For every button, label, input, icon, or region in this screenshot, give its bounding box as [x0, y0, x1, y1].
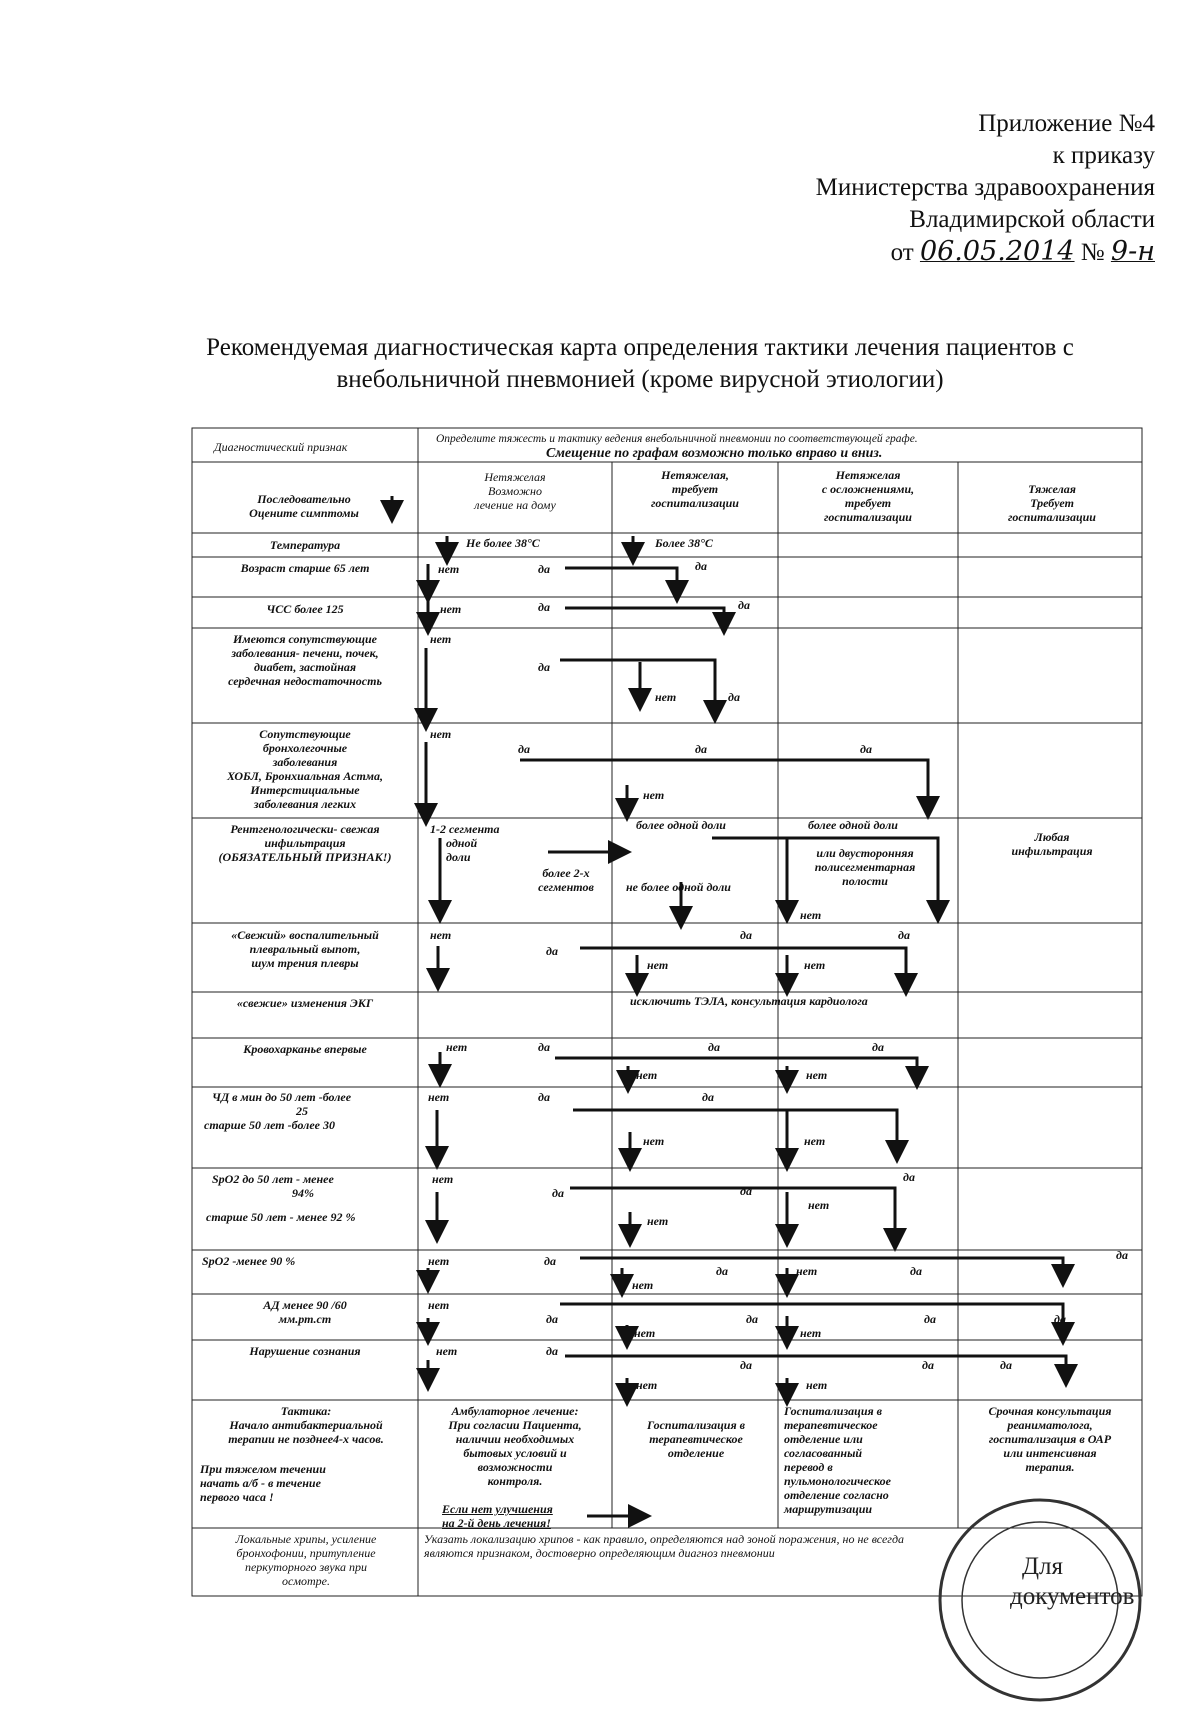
- ecg-note: исключить ТЭЛА, консультация кардиолога: [630, 994, 868, 1008]
- row-comorbidities: Имеются сопутствующие заболевания- печени, почек, диабет, застойная сердечная недостаточность: [228, 632, 382, 688]
- header-diagnostic-sign: Диагностический признак: [214, 440, 348, 454]
- document-title: Рекомендуемая диагностическая карта определения тактики лечения пациентов с внебольничной пневмонией (кроме вирусной этиологии): [206, 334, 1074, 393]
- row-ecg: «свежие» изменения ЭКГ: [236, 996, 374, 1010]
- row-blood-pressure: АД менее 90 /60 мм.рт.ст: [263, 1298, 347, 1326]
- col-header-4: Тяжелая Требует госпитализации: [1008, 482, 1096, 524]
- tactics-therapy-ward: Госпитализация в терапевтическое отделение: [646, 1418, 746, 1460]
- seq-label: Последовательно Оцените симптомы: [249, 492, 359, 520]
- tactics-outpatient: Амбулаторное лечение: При согласии Пациента, наличии необходимых бытовых условий и возможности контроля.: [448, 1404, 582, 1488]
- row-consciousness: Нарушение сознания: [249, 1344, 361, 1358]
- seal-text: Для документов: [1010, 1553, 1135, 1610]
- col-header-3: Нетяжелая с осложнениями, требует госпитализации: [821, 468, 915, 524]
- order-date-line: от 06.05.2014 № 9-н: [890, 236, 1155, 267]
- order-number: 9-н: [1110, 236, 1155, 267]
- tactics-icu: Срочная консультация реаниматолога, госпитализация в ОАР или интенсивная терапия.: [988, 1404, 1112, 1474]
- row-spo2-age: SpO2 до 50 лет - менее 94% старше 50 лет - менее 92 %: [206, 1172, 356, 1224]
- row-spo2-90: SpO2 -менее 90 %: [202, 1254, 296, 1268]
- row-temperature: Температура: [269, 538, 341, 552]
- tactics-pulmonology: Госпитализация в терапевтическое отделение или согласованный перевод в пульмонологическое отделение согласно маршрутизации: [784, 1404, 891, 1516]
- col-header-1: Нетяжелая Возможно лечение на дому: [474, 470, 556, 512]
- temp-col1: Не более 38°С: [466, 536, 540, 550]
- tactics-severe: При тяжелом течении начать а/б - в течение первого часа !: [200, 1462, 326, 1504]
- footer-rales-note: Указать локализацию хрипов - как правило, определяются над зоной поражения, но не всегда являются признаком, достоверно определяющим диагноз пневмонии: [424, 1532, 905, 1560]
- tactics-label: Тактика: Начало антибактериальной терапии не позднее4-х часов.: [228, 1404, 384, 1446]
- header-instruction-shift: Смещение по графам возможно только вправо и вниз.: [546, 446, 883, 461]
- row-pleural-effusion: «Свежий» воспалительный плевральный выпот, шум трения плевры: [231, 928, 379, 970]
- footer-rales-label: Локальные хрипы, усиление бронхофонии, притупление перкуторного звука при осмотре.: [235, 1532, 377, 1588]
- header-instruction: Определите тяжесть и тактику ведения внебольничной пневмонии по соответствующей графе.: [436, 433, 918, 445]
- col-header-2: Нетяжелая, требует госпитализации: [651, 468, 739, 510]
- order-ref: к приказу: [1052, 142, 1155, 169]
- appendix-number: Приложение №4: [978, 110, 1155, 137]
- row-heart-rate: ЧСС более 125: [266, 602, 344, 616]
- region-name: Владимирской области: [909, 206, 1155, 233]
- row-age: Возраст старше 65 лет: [240, 561, 370, 575]
- no-improvement-note: Если нет улучшения на 2-й день лечения!: [442, 1502, 553, 1530]
- row-bronchopulmonary: Сопутствующие бронхолегочные заболевания ХОБЛ, Бронхиальная Астма, Интерстициальные заболевания легких: [226, 727, 384, 811]
- temp-col2: Более 38°С: [655, 536, 713, 550]
- ministry-name: Министерства здравоохранения: [815, 174, 1155, 201]
- row-resp-rate: ЧД в мин до 50 лет -более 25 старше 50 лет -более 30: [204, 1090, 352, 1132]
- order-date: 06.05.2014: [919, 236, 1075, 267]
- row-xray-infiltration: Рентгенологически- свежая инфильтрация (ОБЯЗАТЕЛЬНЫЙ ПРИЗНАК!): [218, 822, 392, 864]
- row-hemoptysis: Кровохарканье впервые: [243, 1042, 367, 1056]
